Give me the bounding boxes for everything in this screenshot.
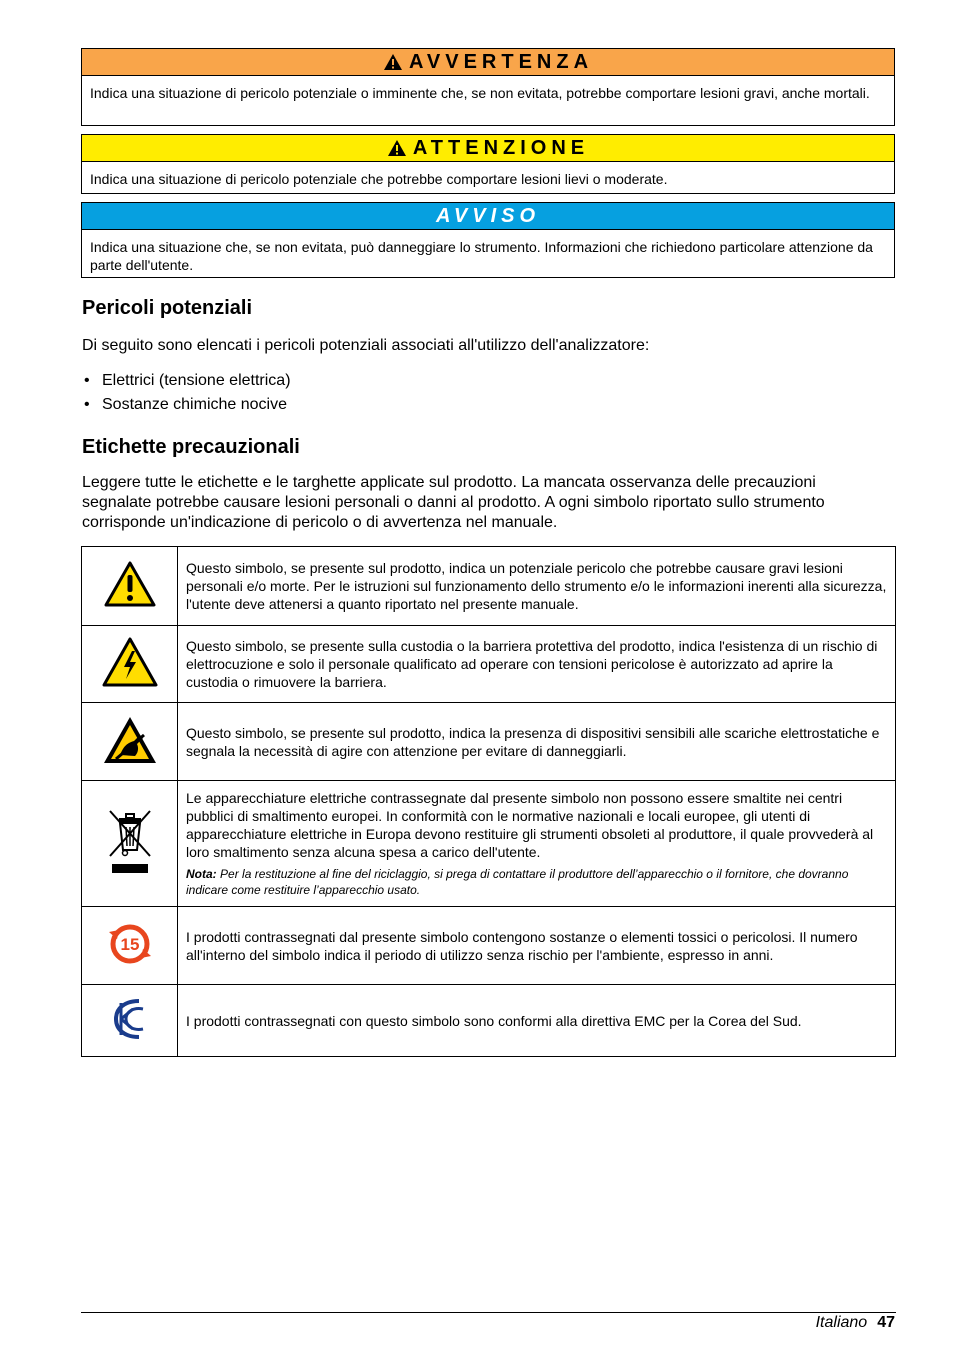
bullet: •	[84, 372, 90, 389]
label-description: I prodotti contrassegnati dal presente simbolo contengono sostanze o elementi tossici o pericolosi. Il numero all'interno del simbolo indica il periodo di utilizzo senza rischio per l'ambiente, espresso in anni.	[178, 907, 896, 985]
table-row	[82, 703, 896, 781]
table-row	[82, 626, 896, 703]
bullet: •	[84, 396, 90, 413]
warning-triangle-icon	[387, 139, 407, 157]
warning-box-avvertenza	[81, 48, 895, 126]
warning-header	[82, 203, 894, 230]
label-description: Questo simbolo, se presente sulla custodia o la barriera protettiva del prodotto, indica l'esistenza di un rischio di elettrocuzione e solo il personale qualificato ad operare con tensioni pericolose è autorizzato ad aprire la custodia o rimuovere la barriera.	[178, 626, 896, 703]
list-item	[84, 371, 291, 391]
icon-cell	[82, 626, 178, 703]
section-heading-labels: Etichette precauzionali	[82, 436, 300, 458]
note	[186, 866, 887, 898]
icon-cell	[82, 547, 178, 626]
warning-text: Indica una situazione di pericolo potenziale o imminente che, se non evitata, potrebbe comportare lesioni gravi, anche mortali.	[90, 85, 870, 101]
warning-title: ATTENZIONE	[412, 136, 590, 159]
label-description: I prodotti contrassegnati con questo simbolo sono conformi alla direttiva EMC per la Corea del Sud.	[178, 985, 896, 1057]
list-item	[84, 395, 287, 415]
labels-table	[81, 546, 896, 1057]
warning-box-avviso	[81, 202, 895, 278]
list-item-text: Elettrici (tensione elettrica)	[102, 372, 291, 389]
label-description: Questo simbolo, se presente sul prodotto, indica la presenza di dispositivi sensibili alle scariche elettrostatiche e segnala la necessità di agire con attenzione per evitare di danneggiarli.	[178, 703, 896, 781]
label-description-text: Le apparecchiature elettriche contrassegnate dal presente simbolo non possono essere smaltite nei centri pubblici di smaltimento europei. In conformità con le normative nazionali e locali europee, gli utenti di apparecchiature elettriche in Europa devono restituire gli strumenti obsoleti al produttore, il quale provvederà al loro smaltimento senza alcuna spesa a carico dell'utente.	[186, 790, 874, 860]
hazards-intro: Di seguito sono elencati i pericoli potenziali associati all'utilizzo dell'analizzatore:	[82, 337, 650, 354]
icon-cell	[82, 781, 178, 907]
warning-text: Indica una situazione che, se non evitata, può danneggiare lo strumento. Informazioni che richiedono particolare attenzione da parte dell'utente.	[90, 239, 873, 273]
rohs-years-text: 15	[120, 934, 139, 954]
list-item-text: Sostanze chimiche nocive	[102, 396, 287, 413]
table-row	[82, 547, 896, 626]
warning-title: AVVISO	[435, 204, 541, 227]
warning-box-attenzione	[81, 134, 895, 194]
note-label: Nota:	[186, 867, 217, 881]
labels-intro: Leggere tutte le etichette e le targhette applicate sul prodotto. La mancata osservanza delle precauzioni segnalate potrebbe causare lesioni personali o danni al prodotto. A ogni simbolo riportato sullo strumento corrisponde un'indicazione di pericolo o di avvertenza nel manuale.	[82, 474, 825, 531]
warning-text: Indica una situazione di pericolo potenziale che potrebbe comportare lesioni lievi o moderate.	[90, 171, 668, 187]
warning-header	[82, 135, 894, 162]
icon-cell	[82, 985, 178, 1057]
table-row	[82, 907, 896, 985]
footer-language: Italiano	[815, 1314, 868, 1331]
general-warning-icon	[104, 561, 156, 607]
table-row	[82, 985, 896, 1057]
label-description: Questo simbolo, se presente sul prodotto, indica un potenziale pericolo che potrebbe causare gravi lesioni personali e/o morte. Per le istruzioni sul funzionamento dello strumento e/o le informazioni inerenti alla sicurezza, l'utente deve attenersi a quanto riportato nel presente manuale.	[178, 547, 896, 626]
electrical-hazard-icon	[102, 637, 158, 687]
page-footer	[816, 1313, 895, 1333]
esd-sensitive-icon	[102, 715, 158, 765]
china-rohs-15-icon	[105, 922, 155, 966]
icon-cell	[82, 907, 178, 985]
table-row	[82, 781, 896, 907]
kc-mark-icon	[113, 997, 147, 1041]
section-heading-hazards: Pericoli potenziali	[82, 297, 253, 319]
footer-rule	[81, 1312, 896, 1313]
note-text: Per la restituzione al fine del riciclaggio, si prega di contattare il produttore dell’apparecchio o il fornitore, che dovranno indicare come restituire l’apparecchio usato.	[186, 867, 849, 897]
page-number: 47	[877, 1314, 895, 1331]
warning-header	[82, 49, 894, 76]
label-description	[178, 781, 896, 907]
icon-cell	[82, 703, 178, 781]
weee-crossed-bin-icon	[105, 808, 155, 876]
warning-title: AVVERTENZA	[408, 50, 594, 73]
warning-triangle-icon	[383, 53, 403, 71]
